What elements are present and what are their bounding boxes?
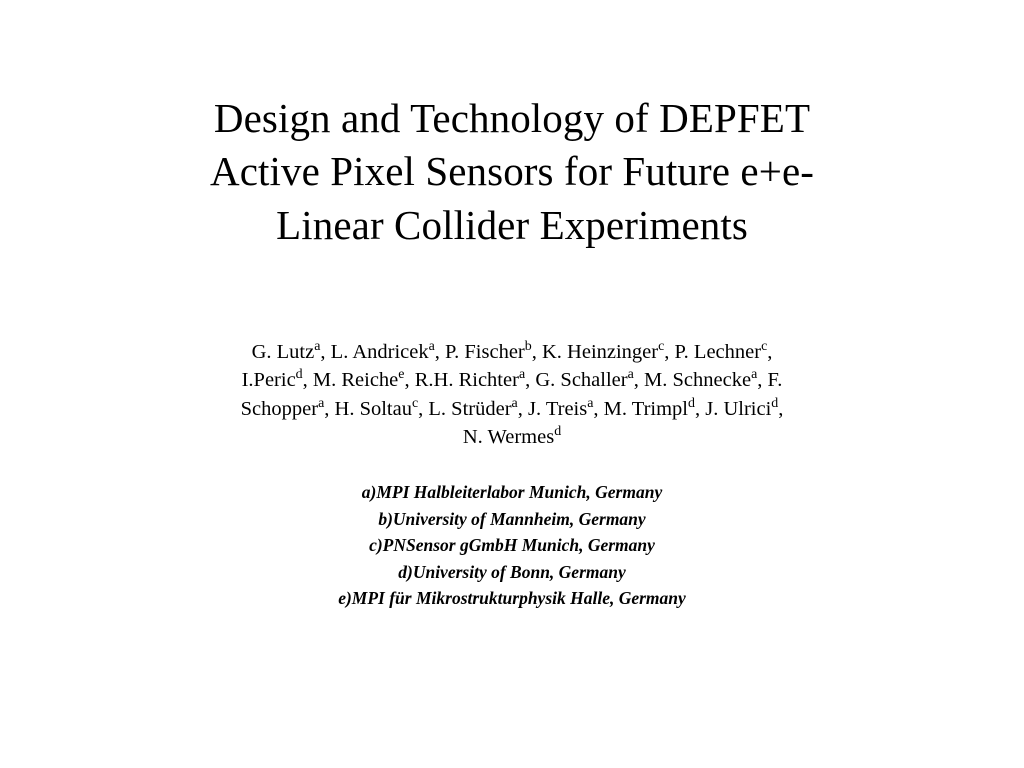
title-line-2: Active Pixel Sensors for Future e+e- [209, 148, 814, 195]
affiliation-item-e: e)MPI für Mikrostrukturphysik Halle, Germany [338, 588, 686, 609]
presentation-title [80, 92, 944, 252]
title-line-3: Linear Collider Experiments [276, 201, 748, 248]
author-line-3: Schopper$^a$, H. Soltau$^c$, L. Strüder$^a$, J. Treis$^a$, M. Trimpl$^d$, J. Ulrici$^d$, [240, 395, 784, 420]
affiliation-item-c: c)PNSensor gGmbH Munich, Germany [369, 535, 655, 556]
author-line-4: N. Wermes$^d$ [462, 424, 562, 448]
affiliation-item-a: a)MPI Halbleiterlabor Munich, Germany [361, 482, 663, 502]
affiliation-list [162, 479, 862, 612]
author-line-2: I.Peric$^d$, M. Reiche$^e$, R.H. Richter$^a$, G. Schaller$^a$, M. Schnecke$^a$, F. [241, 367, 783, 392]
affiliation-item-d: d)University of Bonn, Germany [398, 561, 626, 582]
author-list [112, 338, 912, 451]
author-line-1: G. Lutz$^a$, L. Andricek$^a$, P. Fischer$^b$, K. Heinzinger$^c$, P. Lechner$^c$, [251, 339, 773, 363]
affiliation-item-b: b)University of Mannheim, Germany [378, 508, 646, 529]
title-line-1: Design and Technology of DEPFET [213, 95, 811, 141]
